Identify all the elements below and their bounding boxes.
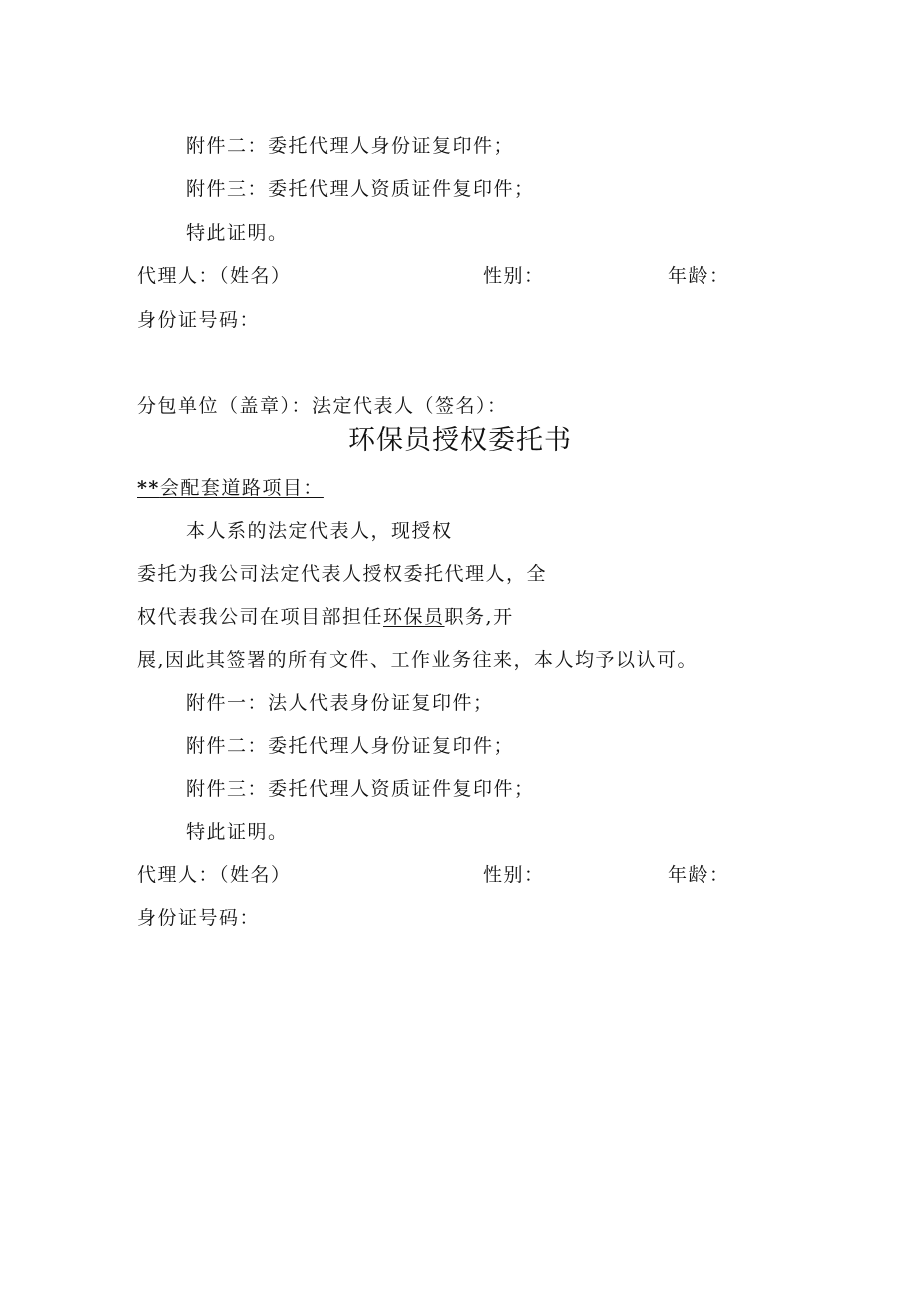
- project-line: [137, 476, 324, 500]
- agent-name-label: 代理人：（姓名）: [137, 265, 292, 287]
- document-title: 环保员授权委托书: [348, 425, 572, 456]
- id-number-label: 身份证号码：: [137, 907, 261, 929]
- age-label: 年龄：: [668, 864, 730, 886]
- body-line-1: 本人系的法定代表人，现授权: [186, 520, 453, 542]
- attachment-3: 附件三：委托代理人资质证件复印件；: [186, 178, 535, 200]
- body-line-3-start: 权代表我公司在项目部担任: [137, 606, 384, 628]
- body-line-3-end: 职务,开: [444, 606, 514, 628]
- agent-name-label: 代理人：（姓名）: [137, 864, 292, 886]
- gender-label: 性别：: [483, 864, 545, 886]
- age-label: 年龄：: [668, 265, 730, 287]
- attachment-2: 附件二：委托代理人身份证复印件；: [186, 735, 515, 757]
- gender-label: 性别：: [483, 265, 545, 287]
- id-number-label: 身份证号码：: [137, 309, 261, 331]
- hereby-text: 特此证明。: [186, 222, 289, 244]
- body-line-2: 委托为我公司法定代表人授权委托代理人，全: [137, 563, 548, 585]
- attachment-2: 附件二：委托代理人身份证复印件；: [186, 135, 515, 157]
- hereby-text: 特此证明。: [186, 821, 289, 843]
- attachment-3: 附件三：委托代理人资质证件复印件；: [186, 778, 535, 800]
- project-prefix: **: [137, 477, 160, 499]
- project-name: 会配套道路项目：: [159, 477, 324, 499]
- signature-line: 分包单位（盖章）：法定代表人（签名）：: [137, 395, 508, 417]
- attachment-1: 附件一：法人代表身份证复印件；: [186, 692, 494, 714]
- body-line-4: 展,因此其签署的所有文件、工作业务往来，本人均予以认可。: [137, 649, 699, 671]
- role-name: 环保员: [383, 606, 445, 628]
- body-line-3: [137, 605, 514, 629]
